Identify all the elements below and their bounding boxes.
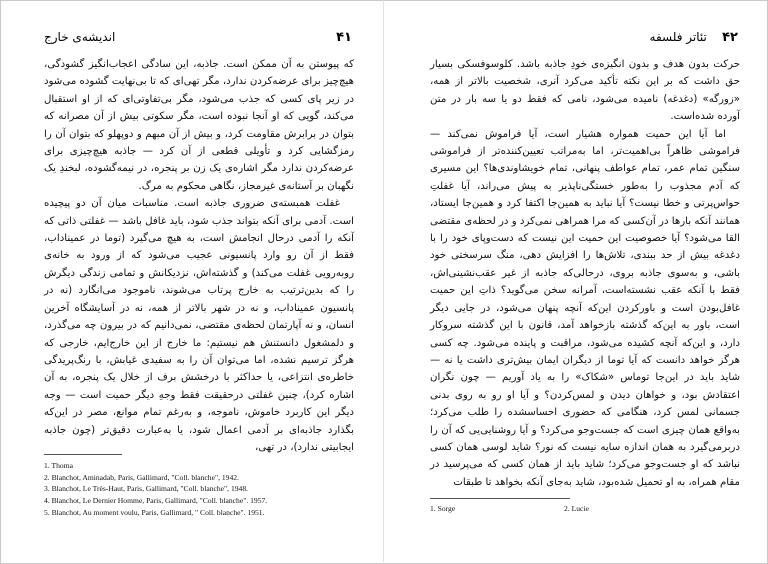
left-page-running-title: اندیشه‌ی خارج <box>44 30 116 44</box>
right-page-number-and-title <box>650 30 738 45</box>
right-page-number: ۴۲ <box>722 30 738 45</box>
footnote: 5. Blanchot, Au moment voulu, Paris, Gallimard, " Coll. blanche". 1951. <box>44 507 265 517</box>
left-paragraph-1: که پیوستن به آن ممکن است. جاذبه، این سادگی اعجاب‌انگیز گشودگی، هیچ‌چیز برای عرضه‌کردن ندارد، مگر تهی‌ای که تا بی‌نهایت گشوده می‌شود در زیر پای کسی که جذب می‌شود، مگر بی‌تفاوتی‌ای که از او استقبال می‌کند، گویی که او آنجا نبوده است، مگر سکوتی بیش از آن مصرانه که بتوان در برابرش مقاومت کرد، و بیش از آن مبهم و دوپهلو که بتوان آن را رمزگشایی کرد و تأویلی قطعی از آن کرد — جاذبه هیچ‌چیزی برای عرضه‌کردن ندارد مگر اشاره‌ی یک زن بر پنجره، در نیمه‌گشوده، لبخندِ یک نگهبان بر آستانه‌ی غیرمجاز، نگاهی محکوم به مرگ. <box>44 59 354 192</box>
right-page <box>390 8 762 556</box>
right-footnote-separator <box>430 498 570 499</box>
footnote: 2. Lucie <box>564 504 589 513</box>
page-gutter <box>383 0 384 562</box>
footnote: 1. Thoma <box>44 461 73 470</box>
footnote: 2. Blanchot, Aminadab, Paris, Gallimard, "Coll. blanche", 1942. <box>44 472 239 482</box>
right-page-body <box>430 56 740 491</box>
footnote: 3. Blanchot, Le Très-Haut, Paris, Gallimard, "Coll. blanche", 1948. <box>44 484 249 494</box>
left-page-body <box>44 56 354 456</box>
left-footnotes <box>44 460 352 519</box>
right-page-header <box>430 30 738 48</box>
left-paragraph-2: غفلت همبسته‌ی ضروری جاذبه است. مناسبات میان آن دو پیچیده است. آدمی برای آنکه بتواند جذب شود، باید غافل باشد — غفلتی ذاتی که آنکه را آدمی درحال انجامش است، به هیچ می‌گیرد (توما در عمیناداب، فقط از آن رو وارد پانسیونی عجیب می‌شود که از ورود به خانه‌ی روبه‌رویی غفلت می‌کند) و گذشته‌اش، نزدیکانش و تمامی زندگی دیگرش را که بدین‌ترتیب به خارج پرتاب می‌شوند، ناموجود می‌انگارد (نه در پانسیون عمیناداب، و نه در شهر بالاتر از همه، نه در آسایشگاه آخرین انسان، و نه آپارتمان لحظه‌ی مقتضی، نمی‌دانیم که در بیرون چه می‌گذرد، و دلمشغول دانستنش هم نیستیم: ما خارج از این خارج‌ایم، خارجی که هرگز ترسیم نشده، اما می‌توان آن را به سفیدی غیابش، با رنگ‌پریدگی خاطره‌ی انتزاعی، یا حداکثر با درخشش برف از خلال یک پنجره، به آن اشاره کرد)، چنین غفلتی درحقیقت فقط وجهِ دیگر حمیت است — وجه دیگر این کاربرد خاموش، ناموجه، و به‌رغم تمام موانع، مصر در این‌که بگذارد جاذبه‌ای بر آدمی اعمال شود، یا به‌عبارت دقیق‌تر (چون جاذبه ایجابیتی ندارد)، در تهی، <box>44 198 354 453</box>
left-page-number: ۴۱ <box>336 30 352 45</box>
right-page-running-title: تئاتر فلسفه <box>649 30 707 44</box>
footnote: 4. Blanchot, Le Dernier Homme, Paris, Gallimard, "Coll. blanche". 1957. <box>44 496 268 506</box>
left-page-header <box>44 30 352 48</box>
left-footnote-separator <box>44 454 122 455</box>
left-page <box>4 8 376 556</box>
right-paragraph-1: حرکت بدون هدف و بدون انگیزه‌ی خودِ جاذبه باشد. کلوسوفسکی بسیار حق داشت که بر این نکته تأکید می‌کرد آنری، شخصیت بالاتر از همه، «زورگه» (دغدغه) نامیده می‌شود، نامی که فقط دو یا سه بار در متن آورده شده‌است. <box>430 59 740 123</box>
footnote: 1. Sorge <box>430 504 456 513</box>
right-paragraph-2: اما آیا این حمیت همواره هشیار است، آیا فراموش نمی‌کند — فراموشی ظاهراً بی‌اهمیت‌تر، اما به‌مراتب تعیین‌کننده‌تر از فراموشی سنگین تمام عمر، تمام عواطف پنهانی، تمام خویشاوندی‌ها؟ این مسیری که آدم مجذوب را به‌طور خستگی‌ناپذیر به پیش می‌راند، آیا غفلتِ حواس‌پرتی و خطا نیست؟ آیا نباید به همین‌جا اکتفا کرد و همین‌جا ایستاد، همانند آنکه بارها در آن‌کسی که مرا همراهی نمی‌کرد و در لحظه‌ی مقتضی القا می‌شود؟ آیا خصوصیت این حمیت این نیست که دست‌وپای خود را با دغدغه بیش از حد ببندی، تلاش‌ها را افزایش دهی، منگ سرسختی خود باشی، و به‌سوی جاذبه بروی، درحالی‌که جاذبه از غیر عقب‌نشینی‌اش، فقط با آنکه عقب نشسته‌است، آمرانه سخن می‌گوید؟ ذاتِ این حمیت غافل‌بودن است و باورکردن این‌که آنچه پنهان می‌شود، در جایی دیگر است، باور به این‌که گذشته بازخواهد آمد، قانون با این گذشته سروکار دارد، و این‌که آنچه کشیده می‌شود، مراقبت و پاینده می‌شود. چه کسی هرگز خواهد دانست که آیا توما از دیگران ایمان بیش‌تری داشت یا نه — شاید باید در این‌جا توماس «شکاک» را به یاد آوریم — چون نگران اعتقادش بود، و خواهان دیدن و لمس‌کردن؟ و آیا او رو به روی بدنی جسمانی لمس کرد، هنگامی که حضوری احساسشده را طلب می‌کرد؛ به‌واقع همان چیزی است که جست‌وجو می‌کرد؟ و آیا روشنایی‌یی که آن را دربرمی‌گیرد به همان اندازه سایه نیست که نور؟ شاید لوسی همان کسی نباشد که او جست‌وجو می‌کرد؛ شاید باید از همان کسی که می‌پرسید در مقام همراه، به او تحمیل شده‌بود، شاید به‌جای آنکه بخواهد تا طبقات <box>430 128 740 488</box>
